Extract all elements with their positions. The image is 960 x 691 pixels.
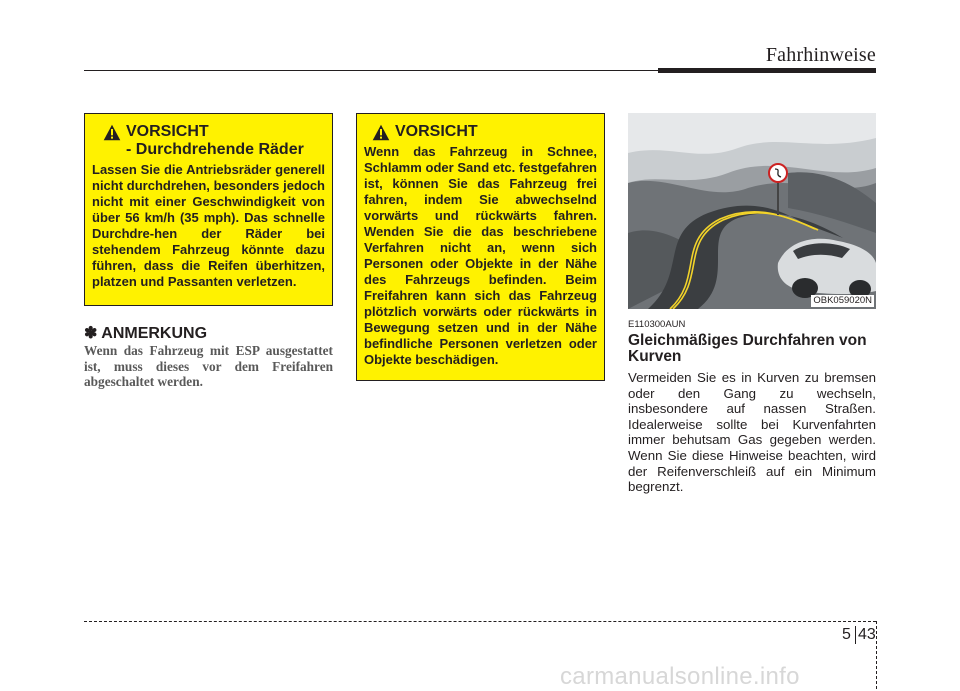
header-bar [658, 68, 876, 73]
footer-rule [84, 621, 876, 622]
warning-icon [103, 124, 121, 141]
watermark: carmanualsonline.info [560, 663, 800, 690]
caution-title: VORSICHT [126, 123, 209, 140]
page-header-title: Fahrhinweise [765, 44, 876, 66]
note-body: Wenn das Fahrzeug mit ESP ausgestattet ist, muss dieses vor dem Freifahren abgeschaltet werden. [84, 343, 333, 389]
figure-label: OBK059020N [813, 295, 872, 306]
caution-title: VORSICHT [395, 123, 478, 140]
caution-box-stuck-vehicle [356, 113, 605, 381]
page-number: 43 [858, 626, 876, 643]
caution-body: Wenn das Fahrzeug in Schnee, Schlamm oder Sand etc. festgefahren ist, können Sie das Fahrzeug frei fahren, indem Sie abwechselnd vorwärts und rückwärts fahren. Wenden Sie die das beschriebene Verfahren nicht an, wenn sich Personen oder Objekte in der Nähe des Fahrzeugs befinden. Beim Freifahren kann sich das Fahrzeug plötzlich vorwärts oder rückwärts in Bewegung setzen und in der Nähe befindliche Personen verletzen oder Objekte beschädigen. [364, 144, 597, 367]
footer-vertical-rule [876, 621, 878, 689]
caution-body: Lassen Sie die Antriebsräder generell nicht durchdrehen, besonders jedoch nicht mit einer Geschwindigkeit von über 56 km/h (35 mph). Das schnelle Durchdre-hen der Räder bei stehendem Fahrzeug könnte dazu führen, dass die Reifen überhitzen, platzen und Passanten verletzen. [92, 162, 325, 289]
page-number-divider [855, 626, 856, 644]
curve-driving-photo [628, 113, 876, 309]
curve-road-illustration [628, 113, 876, 309]
section-body: Vermeiden Sie es in Kurven zu bremsen oder den Gang zu wechseln, insbesondere auf nassen Straßen. Idealerweise sollte bei Kurvenfahrten immer behutsam Gas gegeben werden. Wenn Sie diese Hinweise beachten, wird der Reifenverschleiß auf ein Minimum begrenzt. [628, 370, 876, 495]
warning-icon [372, 124, 390, 141]
section-code: E110300AUN [628, 319, 686, 330]
chapter-number: 5 [842, 626, 851, 643]
note-title: ✽ ANMERKUNG [84, 325, 208, 342]
caution-subtitle: - Durchdrehende Räder [126, 141, 304, 158]
caution-box-spinning-wheels [84, 113, 333, 306]
section-title: Gleichmäßiges Durchfahren von Kurven [628, 332, 867, 365]
